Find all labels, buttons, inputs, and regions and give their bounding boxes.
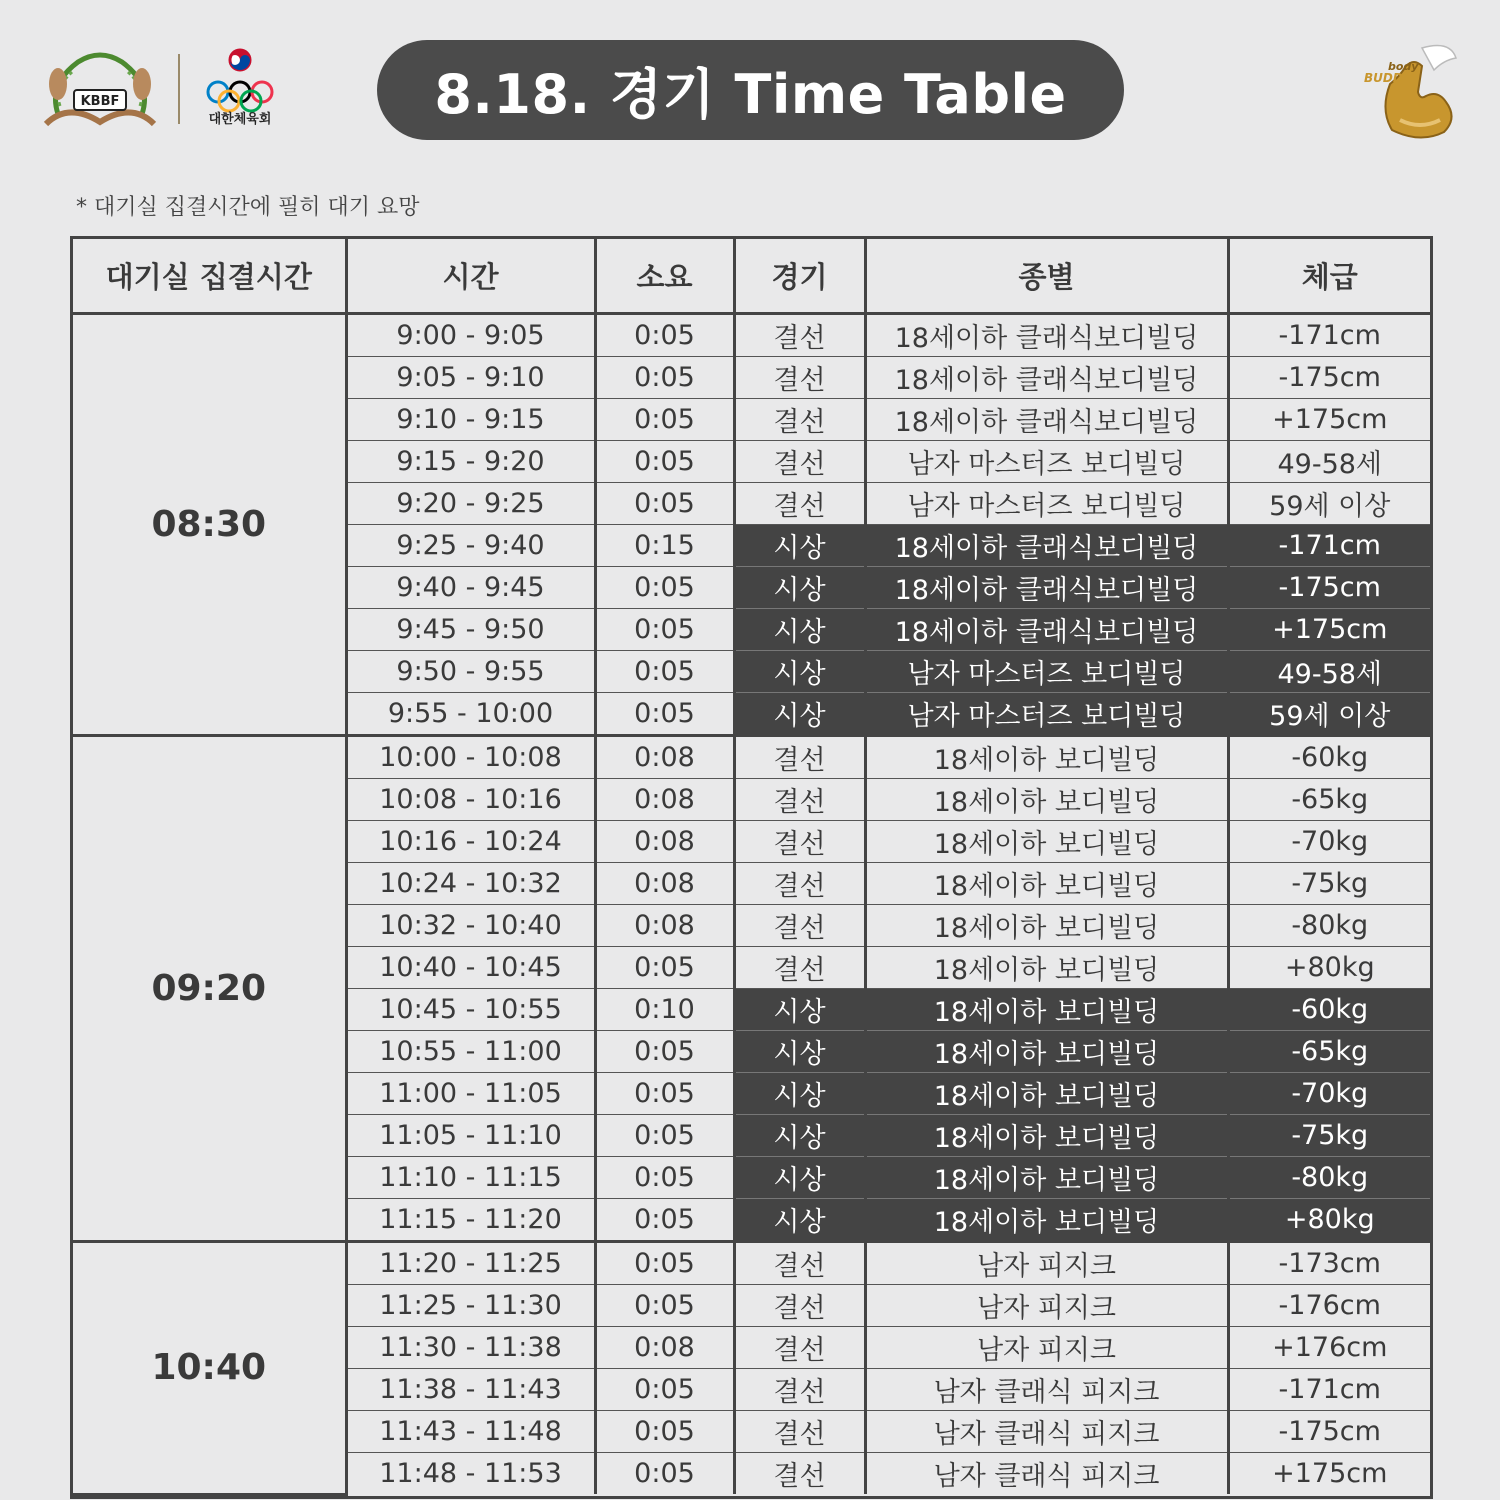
time-cell: 9:10 - 9:15: [346, 399, 595, 441]
class-cell: -60kg: [1228, 736, 1430, 779]
class-cell: -175cm: [1228, 567, 1430, 609]
class-cell: +80kg: [1228, 947, 1430, 989]
korea-sports-council-label: 대한체육회: [208, 112, 272, 127]
header-row: [73, 239, 1430, 314]
time-cell: 11:05 - 11:10: [346, 1115, 595, 1157]
category-cell: 18세이하 보디빌딩: [865, 989, 1228, 1031]
event-type-cell: 시상: [734, 693, 865, 736]
category-cell: 남자 마스터즈 보디빌딩: [865, 441, 1228, 483]
event-type-cell: 결선: [734, 779, 865, 821]
duration-cell: 0:05: [595, 1157, 734, 1199]
time-cell: 9:15 - 9:20: [346, 441, 595, 483]
col-header-category: 종별: [865, 239, 1228, 314]
time-cell: 10:55 - 11:00: [346, 1031, 595, 1073]
duration-cell: 0:05: [595, 483, 734, 525]
event-type-cell: 시상: [734, 609, 865, 651]
event-type-cell: 시상: [734, 1031, 865, 1073]
category-cell: 18세이하 클래식보디빌딩: [865, 609, 1228, 651]
event-type-cell: 시상: [734, 1115, 865, 1157]
kbbf-logo: [38, 44, 163, 134]
class-cell: +175cm: [1228, 1453, 1430, 1495]
duration-cell: 0:05: [595, 651, 734, 693]
class-cell: -176cm: [1228, 1285, 1430, 1327]
assembly-time: 08:30: [73, 314, 346, 736]
event-type-cell: 시상: [734, 989, 865, 1031]
time-cell: 11:43 - 11:48: [346, 1411, 595, 1453]
duration-cell: 0:05: [595, 357, 734, 399]
class-cell: +175cm: [1228, 609, 1430, 651]
duration-cell: 0:08: [595, 905, 734, 947]
class-cell: +175cm: [1228, 399, 1430, 441]
logo-separator: [178, 54, 180, 124]
event-type-cell: 결선: [734, 736, 865, 779]
class-cell: -70kg: [1228, 821, 1430, 863]
category-cell: 남자 클래식 피지크: [865, 1453, 1228, 1495]
time-cell: 9:05 - 9:10: [346, 357, 595, 399]
class-cell: +176cm: [1228, 1327, 1430, 1369]
event-type-cell: 시상: [734, 1157, 865, 1199]
event-type-cell: 결선: [734, 483, 865, 525]
timetable-grid: [73, 239, 1430, 1496]
category-cell: 18세이하 보디빌딩: [865, 779, 1228, 821]
category-cell: 18세이하 클래식보디빌딩: [865, 567, 1228, 609]
class-cell: -75kg: [1228, 863, 1430, 905]
table-row: [73, 736, 1430, 779]
time-cell: 9:20 - 9:25: [346, 483, 595, 525]
duration-cell: 0:05: [595, 314, 734, 357]
event-type-cell: 결선: [734, 863, 865, 905]
class-cell: -60kg: [1228, 989, 1430, 1031]
event-type-cell: 결선: [734, 821, 865, 863]
class-cell: -80kg: [1228, 905, 1430, 947]
event-type-cell: 결선: [734, 1285, 865, 1327]
svg-text:body: body: [1388, 60, 1419, 73]
class-cell: -75kg: [1228, 1115, 1430, 1157]
svg-text:BUDDY: BUDDY: [1364, 71, 1411, 85]
event-type-cell: 시상: [734, 651, 865, 693]
time-cell: 11:15 - 11:20: [346, 1199, 595, 1242]
col-header-event-type: 경기: [734, 239, 865, 314]
duration-cell: 0:08: [595, 821, 734, 863]
duration-cell: 0:05: [595, 1031, 734, 1073]
duration-cell: 0:15: [595, 525, 734, 567]
time-cell: 11:20 - 11:25: [346, 1242, 595, 1285]
category-cell: 18세이하 보디빌딩: [865, 736, 1228, 779]
duration-cell: 0:05: [595, 1199, 734, 1242]
timetable: [70, 236, 1433, 1499]
category-cell: 18세이하 클래식보디빌딩: [865, 314, 1228, 357]
event-type-cell: 결선: [734, 947, 865, 989]
assembly-note: * 대기실 집결시간에 필히 대기 요망: [76, 195, 420, 220]
svg-text:KBBF: KBBF: [80, 94, 120, 109]
time-cell: 11:00 - 11:05: [346, 1073, 595, 1115]
event-type-cell: 시상: [734, 1199, 865, 1242]
time-cell: 9:25 - 9:40: [346, 525, 595, 567]
category-cell: 18세이하 클래식보디빌딩: [865, 399, 1228, 441]
time-cell: 10:08 - 10:16: [346, 779, 595, 821]
event-type-cell: 결선: [734, 1327, 865, 1369]
class-cell: 49-58세: [1228, 441, 1430, 483]
duration-cell: 0:05: [595, 1369, 734, 1411]
event-type-cell: 결선: [734, 1369, 865, 1411]
time-cell: 10:24 - 10:32: [346, 863, 595, 905]
class-cell: -70kg: [1228, 1073, 1430, 1115]
time-cell: 10:40 - 10:45: [346, 947, 595, 989]
time-cell: 9:50 - 9:55: [346, 651, 595, 693]
event-type-cell: 시상: [734, 525, 865, 567]
time-cell: 10:16 - 10:24: [346, 821, 595, 863]
time-cell: 11:30 - 11:38: [346, 1327, 595, 1369]
duration-cell: 0:05: [595, 947, 734, 989]
category-cell: 남자 클래식 피지크: [865, 1369, 1228, 1411]
col-header-time: 시간: [346, 239, 595, 314]
duration-cell: 0:05: [595, 1285, 734, 1327]
duration-cell: 0:08: [595, 779, 734, 821]
duration-cell: 0:05: [595, 1073, 734, 1115]
duration-cell: 0:05: [595, 399, 734, 441]
event-type-cell: 결선: [734, 1411, 865, 1453]
duration-cell: 0:05: [595, 1115, 734, 1157]
class-cell: +80kg: [1228, 1199, 1430, 1242]
time-cell: 10:32 - 10:40: [346, 905, 595, 947]
duration-cell: 0:05: [595, 1411, 734, 1453]
time-cell: 11:25 - 11:30: [346, 1285, 595, 1327]
class-cell: -171cm: [1228, 1369, 1430, 1411]
class-cell: 59세 이상: [1228, 693, 1430, 736]
class-cell: 49-58세: [1228, 651, 1430, 693]
time-cell: 9:55 - 10:00: [346, 693, 595, 736]
category-cell: 남자 클래식 피지크: [865, 1411, 1228, 1453]
class-cell: -171cm: [1228, 525, 1430, 567]
category-cell: 18세이하 클래식보디빌딩: [865, 525, 1228, 567]
category-cell: 18세이하 보디빌딩: [865, 947, 1228, 989]
duration-cell: 0:08: [595, 1327, 734, 1369]
category-cell: 18세이하 보디빌딩: [865, 1031, 1228, 1073]
class-cell: -65kg: [1228, 1031, 1430, 1073]
event-type-cell: 결선: [734, 1242, 865, 1285]
category-cell: 18세이하 보디빌딩: [865, 863, 1228, 905]
category-cell: 남자 마스터즈 보디빌딩: [865, 651, 1228, 693]
title-banner: [377, 40, 1124, 140]
time-cell: 11:48 - 11:53: [346, 1453, 595, 1495]
col-header-duration: 소요: [595, 239, 734, 314]
time-cell: 11:10 - 11:15: [346, 1157, 595, 1199]
category-cell: 남자 마스터즈 보디빌딩: [865, 483, 1228, 525]
time-cell: 9:40 - 9:45: [346, 567, 595, 609]
duration-cell: 0:05: [595, 1453, 734, 1495]
col-header-class: 체급: [1228, 239, 1430, 314]
event-type-cell: 결선: [734, 1453, 865, 1495]
duration-cell: 0:05: [595, 1242, 734, 1285]
event-type-cell: 결선: [734, 399, 865, 441]
duration-cell: 0:05: [595, 567, 734, 609]
duration-cell: 0:05: [595, 609, 734, 651]
category-cell: 18세이하 보디빌딩: [865, 821, 1228, 863]
event-type-cell: 결선: [734, 441, 865, 483]
class-cell: -65kg: [1228, 779, 1430, 821]
time-cell: 10:00 - 10:08: [346, 736, 595, 779]
time-cell: 11:38 - 11:43: [346, 1369, 595, 1411]
category-cell: 18세이하 보디빌딩: [865, 1157, 1228, 1199]
class-cell: -173cm: [1228, 1242, 1430, 1285]
category-cell: 남자 피지크: [865, 1327, 1228, 1369]
duration-cell: 0:05: [595, 693, 734, 736]
assembly-time: 10:40: [73, 1242, 346, 1495]
event-type-cell: 결선: [734, 905, 865, 947]
class-cell: -175cm: [1228, 1411, 1430, 1453]
category-cell: 18세이하 보디빌딩: [865, 1115, 1228, 1157]
col-header-assembly: 대기실 집결시간: [73, 239, 346, 314]
category-cell: 18세이하 클래식보디빌딩: [865, 357, 1228, 399]
time-cell: 9:00 - 9:05: [346, 314, 595, 357]
category-cell: 18세이하 보디빌딩: [865, 1073, 1228, 1115]
category-cell: 남자 피지크: [865, 1285, 1228, 1327]
page-title: 8.18. 경기 Time Table: [434, 62, 1067, 126]
duration-cell: 0:10: [595, 989, 734, 1031]
event-type-cell: 시상: [734, 567, 865, 609]
body-buddy-logo: [1360, 40, 1460, 146]
table-row: [73, 1242, 1430, 1285]
category-cell: 18세이하 보디빌딩: [865, 1199, 1228, 1242]
time-cell: 9:45 - 9:50: [346, 609, 595, 651]
duration-cell: 0:08: [595, 736, 734, 779]
event-type-cell: 시상: [734, 1073, 865, 1115]
event-type-cell: 결선: [734, 357, 865, 399]
time-cell: 10:45 - 10:55: [346, 989, 595, 1031]
table-row: [73, 314, 1430, 357]
class-cell: -171cm: [1228, 314, 1430, 357]
event-type-cell: 결선: [734, 314, 865, 357]
class-cell: -80kg: [1228, 1157, 1430, 1199]
class-cell: -175cm: [1228, 357, 1430, 399]
duration-cell: 0:05: [595, 441, 734, 483]
duration-cell: 0:08: [595, 863, 734, 905]
category-cell: 18세이하 보디빌딩: [865, 905, 1228, 947]
class-cell: 59세 이상: [1228, 483, 1430, 525]
category-cell: 남자 피지크: [865, 1242, 1228, 1285]
category-cell: 남자 마스터즈 보디빌딩: [865, 693, 1228, 736]
assembly-time: 09:20: [73, 736, 346, 1242]
